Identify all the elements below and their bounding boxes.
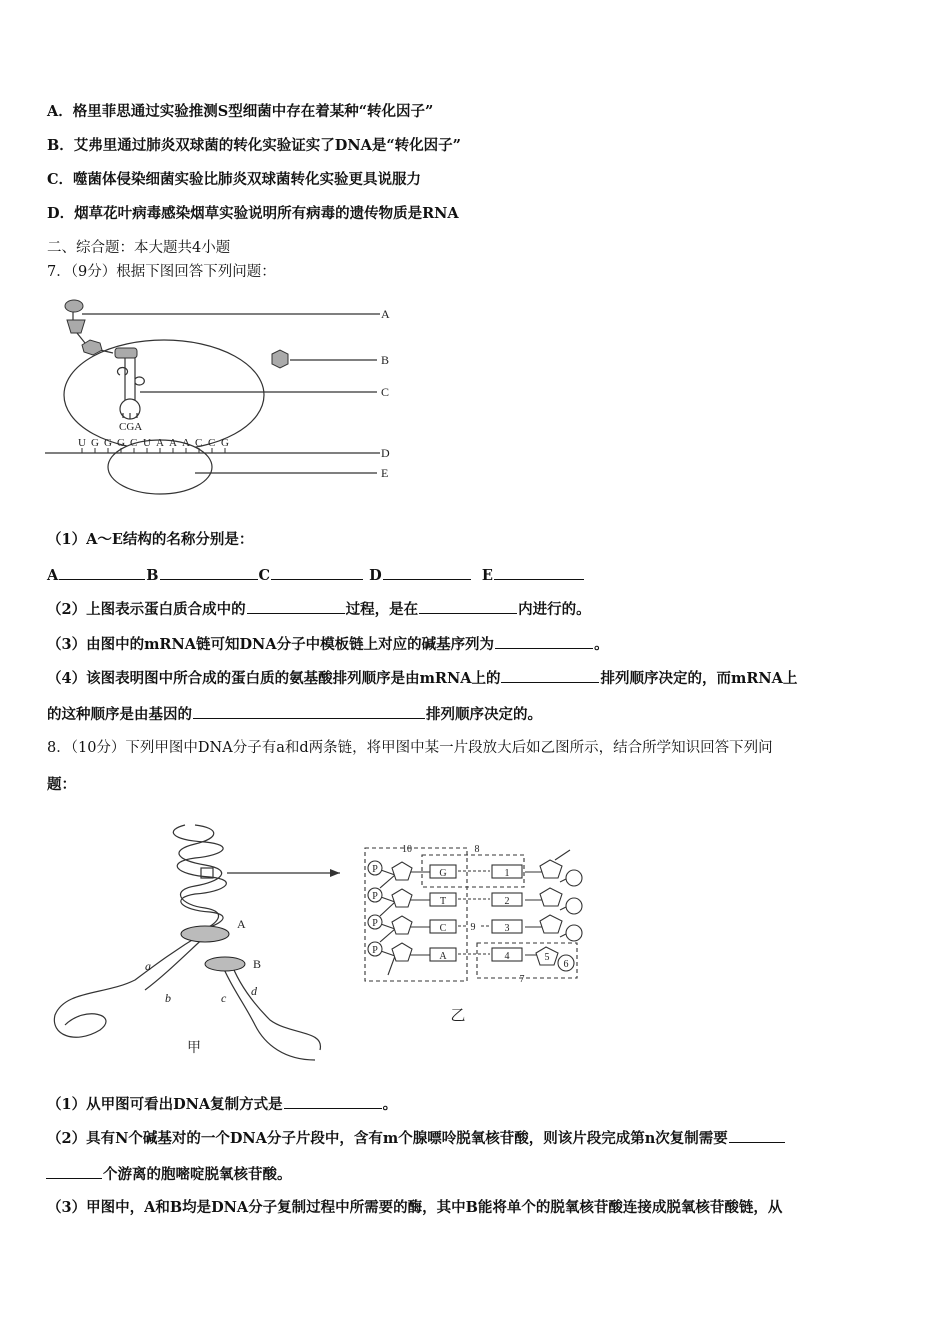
phosphate-label: P: [372, 945, 378, 956]
figure-caption-jia: 甲: [187, 1041, 201, 1056]
q7-part4-cont: [47, 703, 542, 725]
dna-replication-diagram-jia: [45, 820, 340, 1065]
q8-part3: （3）甲图中，A和B均是DNA分子复制过程中所需要的酶，其中B能将单个的脱氧核苷酸连接成脱氧核苷酸链，从: [47, 1199, 783, 1216]
phosphate-label: P: [372, 918, 378, 929]
q8-part1: [47, 1093, 397, 1115]
q8-part2: [47, 1127, 786, 1149]
number-label: 6: [563, 959, 569, 970]
answer-blank[interactable]: [495, 633, 593, 649]
translation-diagram: [40, 295, 410, 500]
text: 。: [382, 1096, 398, 1113]
text: 排列顺序决定的。: [426, 706, 542, 723]
number-label: 10: [402, 844, 412, 855]
answer-blank[interactable]: [247, 598, 345, 614]
label-enzyme-b: B: [253, 957, 262, 971]
label-strand-b: b: [165, 991, 171, 1005]
base: U: [78, 437, 86, 449]
text: （1）从甲图可看出DNA复制方式是: [47, 1096, 283, 1113]
answer-blank[interactable]: [494, 564, 584, 580]
text: 的这种顺序是由基因的: [47, 706, 192, 723]
enzyme-a: [181, 926, 229, 942]
base: A: [169, 437, 177, 449]
base-label: G: [439, 868, 447, 879]
number-label: 8: [474, 844, 480, 855]
base-label: T: [439, 896, 447, 907]
q7-part4: [47, 667, 797, 689]
q8-part2-cont: [45, 1163, 292, 1185]
base: G: [221, 437, 229, 449]
text: 排列顺序决定的，而mRNA上: [600, 670, 798, 687]
blank-label: A: [47, 567, 59, 584]
option-a: A．格里菲思通过实验推测S型细菌中存在着某种“转化因子”: [47, 103, 434, 120]
text: 内进行的。: [518, 601, 591, 618]
q7-part1-blanks: [47, 564, 585, 586]
text: （2）上图表示蛋白质合成中的: [47, 601, 246, 618]
text: （4）该图表明图中所合成的蛋白质的氨基酸排列顺序是由mRNA上的: [47, 670, 501, 687]
figure-caption-yi: 乙: [450, 1008, 466, 1024]
label-e: E: [381, 466, 389, 480]
label-d: D: [381, 446, 390, 460]
q7-part1: （1）A～E结构的名称分别是：: [47, 531, 254, 548]
label-strand-a: a: [145, 959, 151, 973]
text: （2）具有N个碱基对的一个DNA分子片段中，含有m个腺嘌呤脱氧核苷酸，则该片段完成第n次复制需要: [47, 1130, 728, 1147]
text: 个游离的胞嘧啶脱氧核苷酸。: [103, 1166, 292, 1183]
number-label: 3: [504, 923, 510, 934]
blank-label: D: [369, 567, 382, 584]
number-label: 1: [504, 868, 510, 879]
number-label: 2: [504, 896, 510, 907]
answer-blank[interactable]: [46, 1163, 102, 1179]
blank-label: B: [146, 567, 159, 584]
section-title: 二、综合题：本大题共4小题: [47, 240, 231, 256]
phosphate-label: P: [372, 864, 378, 875]
q7-header: 7．（9分）根据下图回答下列问题：: [47, 264, 276, 280]
label-c: C: [381, 385, 390, 399]
anticodon-label: CGA: [119, 421, 143, 433]
base: G: [117, 437, 125, 449]
q8-header: [47, 738, 773, 758]
option-b: B．艾弗里通过肺炎双球菌的转化实验证实了DNA是“转化因子”: [47, 137, 462, 154]
label-b: B: [381, 353, 390, 367]
blank-label: C: [258, 567, 271, 584]
base: A: [182, 437, 190, 449]
answer-blank[interactable]: [271, 564, 363, 580]
label-a: A: [381, 307, 390, 321]
phosphate-label: P: [372, 891, 378, 902]
base: A: [156, 437, 164, 449]
q7-part2: [47, 598, 591, 620]
label-enzyme-a: A: [237, 917, 246, 931]
option-d: D．烟草花叶病毒感染烟草实验说明所有病毒的遗传物质是RNA: [47, 205, 459, 222]
answer-blank[interactable]: [160, 564, 258, 580]
answer-blank[interactable]: [501, 667, 599, 683]
base-label: C: [439, 923, 447, 934]
answer-blank[interactable]: [729, 1127, 785, 1143]
text: 。: [594, 636, 609, 653]
option-c: C．噬菌体侵染细菌实验比肺炎双球菌转化实验更具说服力: [47, 171, 422, 188]
base: U: [143, 437, 151, 449]
base: G: [104, 437, 112, 449]
dna-structure-diagram-yi: [340, 830, 590, 1030]
answer-blank[interactable]: [419, 598, 517, 614]
blank-label: E: [481, 567, 493, 584]
answer-blank[interactable]: [193, 703, 425, 719]
base: G: [91, 437, 99, 449]
base-label: A: [439, 951, 447, 962]
text: （3）由图中的mRNA链可知DNA分子中模板链上对应的碱基序列为: [47, 636, 495, 653]
label-strand-d: d: [251, 984, 257, 998]
text: 过程，是在: [345, 601, 419, 618]
number-label: 4: [504, 951, 510, 962]
q8-header-cont: 题：: [47, 776, 76, 793]
answer-blank[interactable]: [284, 1093, 382, 1109]
base: C: [195, 437, 203, 449]
answer-blank[interactable]: [59, 564, 145, 580]
number-label: 5: [544, 952, 550, 963]
base: C: [208, 437, 216, 449]
label-strand-c: c: [221, 991, 227, 1005]
enzyme-b: [205, 957, 245, 971]
number-label: 9: [470, 922, 476, 933]
answer-blank[interactable]: [383, 564, 471, 580]
q7-part3: [47, 633, 609, 655]
amino-acid-icon: [272, 350, 288, 368]
number-label: 7: [519, 974, 525, 985]
text: 8．（10分）下列甲图中DNA分子有a和d两条链，将甲图中某一片段放大后如乙图所示，结合所学知识回答下列问: [47, 740, 773, 756]
base: C: [130, 437, 138, 449]
